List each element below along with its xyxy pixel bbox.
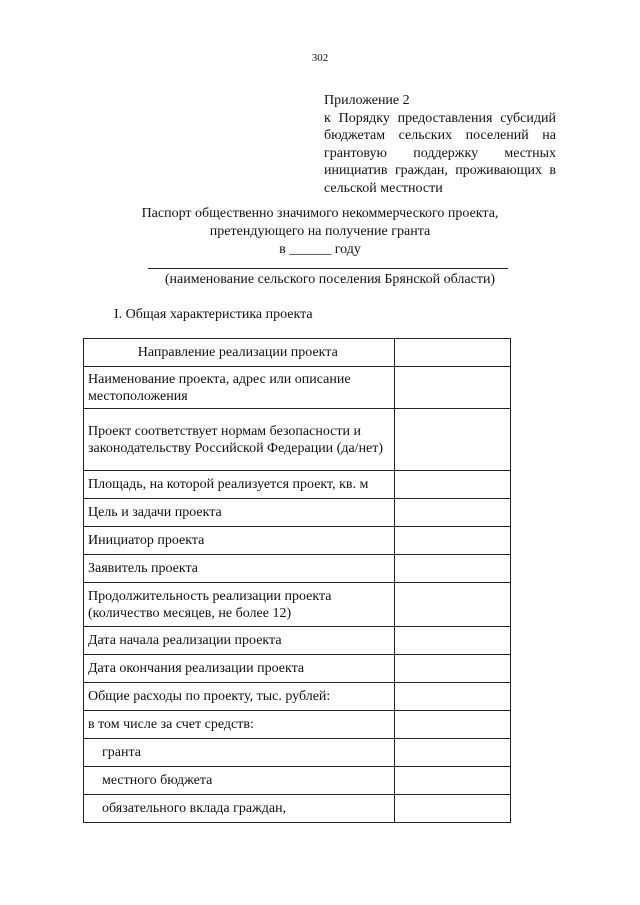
row-label: Общие расходы по проекту, тыс. рублей: (84, 683, 395, 711)
table-row (84, 683, 511, 711)
row-label: Проект соответствует нормам безопасности и законодательству Российской Федерации (да/нет) (84, 409, 395, 471)
appendix-block (324, 92, 556, 197)
table-row (84, 471, 511, 499)
passport-heading-line-1: Паспорт общественно значимого некоммерческого проекта, (141, 206, 499, 221)
table-row (84, 711, 511, 739)
section-title: I. Общая характеристика проекта (114, 307, 313, 322)
settlement-name-blank-line (148, 268, 508, 269)
row-value-cell (394, 711, 510, 739)
table-row (84, 409, 511, 471)
row-label: местного бюджета (84, 767, 395, 795)
row-value-cell (394, 683, 510, 711)
table-header-row (84, 339, 511, 367)
row-label: Площадь, на которой реализуется проект, кв. м (84, 471, 395, 499)
row-value-cell (394, 583, 510, 627)
row-value-cell (394, 655, 510, 683)
row-value-cell (394, 409, 510, 471)
table-row (84, 367, 511, 409)
row-label: гранта (84, 739, 395, 767)
table-header-value-cell (394, 339, 510, 367)
row-value-cell (394, 795, 510, 823)
passport-heading-line-3: в ______ году (279, 242, 361, 257)
table-row (84, 795, 511, 823)
table-row (84, 655, 511, 683)
table-row (84, 527, 511, 555)
passport-heading-line-2: претендующего на получение гранта (209, 224, 431, 239)
row-value-cell (394, 627, 510, 655)
table-row (84, 627, 511, 655)
table-row (84, 767, 511, 795)
row-label: Дата окончания реализации проекта (84, 655, 395, 683)
row-label: Инициатор проекта (84, 527, 395, 555)
row-label: Заявитель проекта (84, 555, 395, 583)
row-value-cell (394, 555, 510, 583)
row-label: обязательного вклада граждан, (84, 795, 395, 823)
row-value-cell (394, 767, 510, 795)
row-value-cell (394, 739, 510, 767)
row-label: Продолжительность реализации проекта (количество месяцев, не более 12) (84, 583, 395, 627)
appendix-title: Приложение 2 (324, 93, 410, 108)
row-label: Цель и задачи проекта (84, 499, 395, 527)
row-value-cell (394, 471, 510, 499)
row-label: Дата начала реализации проекта (84, 627, 395, 655)
passport-heading (0, 205, 640, 259)
row-label: в том числе за счет средств: (84, 711, 395, 739)
table-row (84, 499, 511, 527)
table-header-cell: Направление реализации проекта (84, 339, 395, 367)
row-label: Наименование проекта, адрес или описание местоположения (84, 367, 395, 409)
row-value-cell (394, 527, 510, 555)
table-row (84, 583, 511, 627)
table-row (84, 739, 511, 767)
appendix-text: к Порядку предоставления субсидий бюджетам сельских поселений на грантовую поддержку местных инициатив граждан, проживающих в сельской местности (324, 110, 556, 196)
settlement-name-caption: (наименование сельского поселения Брянской области) (164, 272, 496, 287)
page-number: 302 (311, 52, 329, 64)
project-characteristics-table (83, 338, 511, 823)
row-value-cell (394, 499, 510, 527)
row-value-cell (394, 367, 510, 409)
table-row (84, 555, 511, 583)
